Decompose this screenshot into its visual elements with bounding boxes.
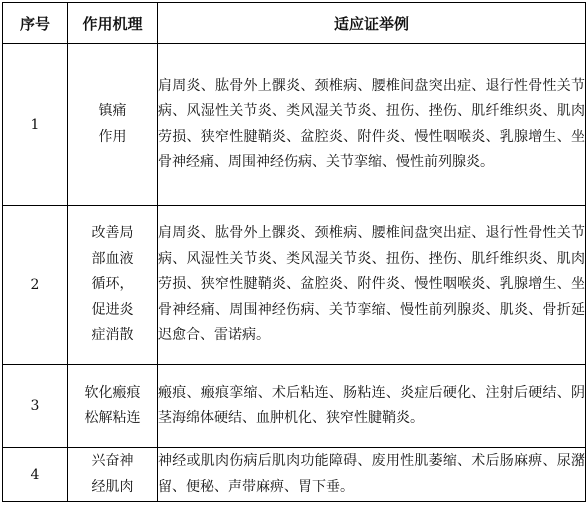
table-row bbox=[3, 448, 586, 502]
row-mechanism bbox=[68, 365, 158, 448]
row-index: 3 bbox=[3, 365, 68, 448]
mechanism-line: 兴奋神 bbox=[91, 453, 134, 469]
row-index: 1 bbox=[3, 44, 68, 206]
row-mechanism bbox=[68, 206, 158, 365]
mechanism-line: 经肌肉 bbox=[91, 478, 134, 495]
row-indications: 瘢痕、瘢痕挛缩、术后粘连、肠粘连、炎症后硬化、注射后硬结、阴茎海绵体硬结、血肿机化、狭窄性腱鞘炎。 bbox=[158, 365, 586, 448]
row-indications: 肩周炎、肱骨外上髁炎、颈椎病、腰椎间盘突出症、退行性骨性关节病、风湿性关节炎、类风湿关节炎、扭伤、挫伤、肌纤维织炎、肌肉劳损、狭窄性腱鞘炎、盆腔炎、附件炎、慢性咽喉炎、乳腺增生、坐骨神经痛、周围神经伤病、关节挛缩、慢性前列腺炎、肌炎、骨折延迟愈合、雷诺病。 bbox=[158, 206, 586, 365]
header-index: 序号 bbox=[3, 3, 68, 44]
mechanism-line: 循环， bbox=[91, 276, 134, 293]
header-row bbox=[3, 3, 586, 44]
row-index: 4 bbox=[3, 448, 68, 502]
mechanism-line: 改善局 bbox=[91, 225, 134, 242]
indication-table bbox=[2, 2, 586, 502]
row-indications: 神经或肌肉伤病后肌肉功能障碍、废用性肌萎缩、术后肠麻痹、尿潴留、便秘、声带麻痹、胃下垂。 bbox=[158, 448, 586, 502]
row-mechanism bbox=[68, 44, 158, 206]
mechanism-line: 部血液 bbox=[91, 250, 134, 267]
row-index: 2 bbox=[3, 206, 68, 365]
mechanism-line: 症消散 bbox=[91, 327, 134, 344]
mechanism-line: 软化瘢痕 bbox=[84, 384, 141, 401]
table-row bbox=[3, 44, 586, 206]
mechanism-line: 松解粘连 bbox=[84, 410, 141, 426]
row-indications: 肩周炎、肱骨外上髁炎、颈椎病、腰椎间盘突出症、退行性骨性关节病、风湿性关节炎、类风湿关节炎、扭伤、挫伤、肌纤维织炎、肌肉劳损、狭窄性腱鞘炎、盆腔炎、附件炎、慢性咽喉炎、乳腺增生、坐骨神经痛、周围神经伤病、关节挛缩、慢性前列腺炎。 bbox=[158, 44, 586, 206]
row-mechanism bbox=[68, 448, 158, 502]
mechanism-line: 镇痛 bbox=[98, 103, 127, 119]
table-row bbox=[3, 206, 586, 365]
header-mechanism: 作用机理 bbox=[68, 3, 158, 44]
header-indications: 适应证举例 bbox=[158, 3, 586, 44]
table-row bbox=[3, 365, 586, 448]
mechanism-line: 作用 bbox=[98, 128, 127, 145]
mechanism-line: 促进炎 bbox=[91, 301, 134, 318]
